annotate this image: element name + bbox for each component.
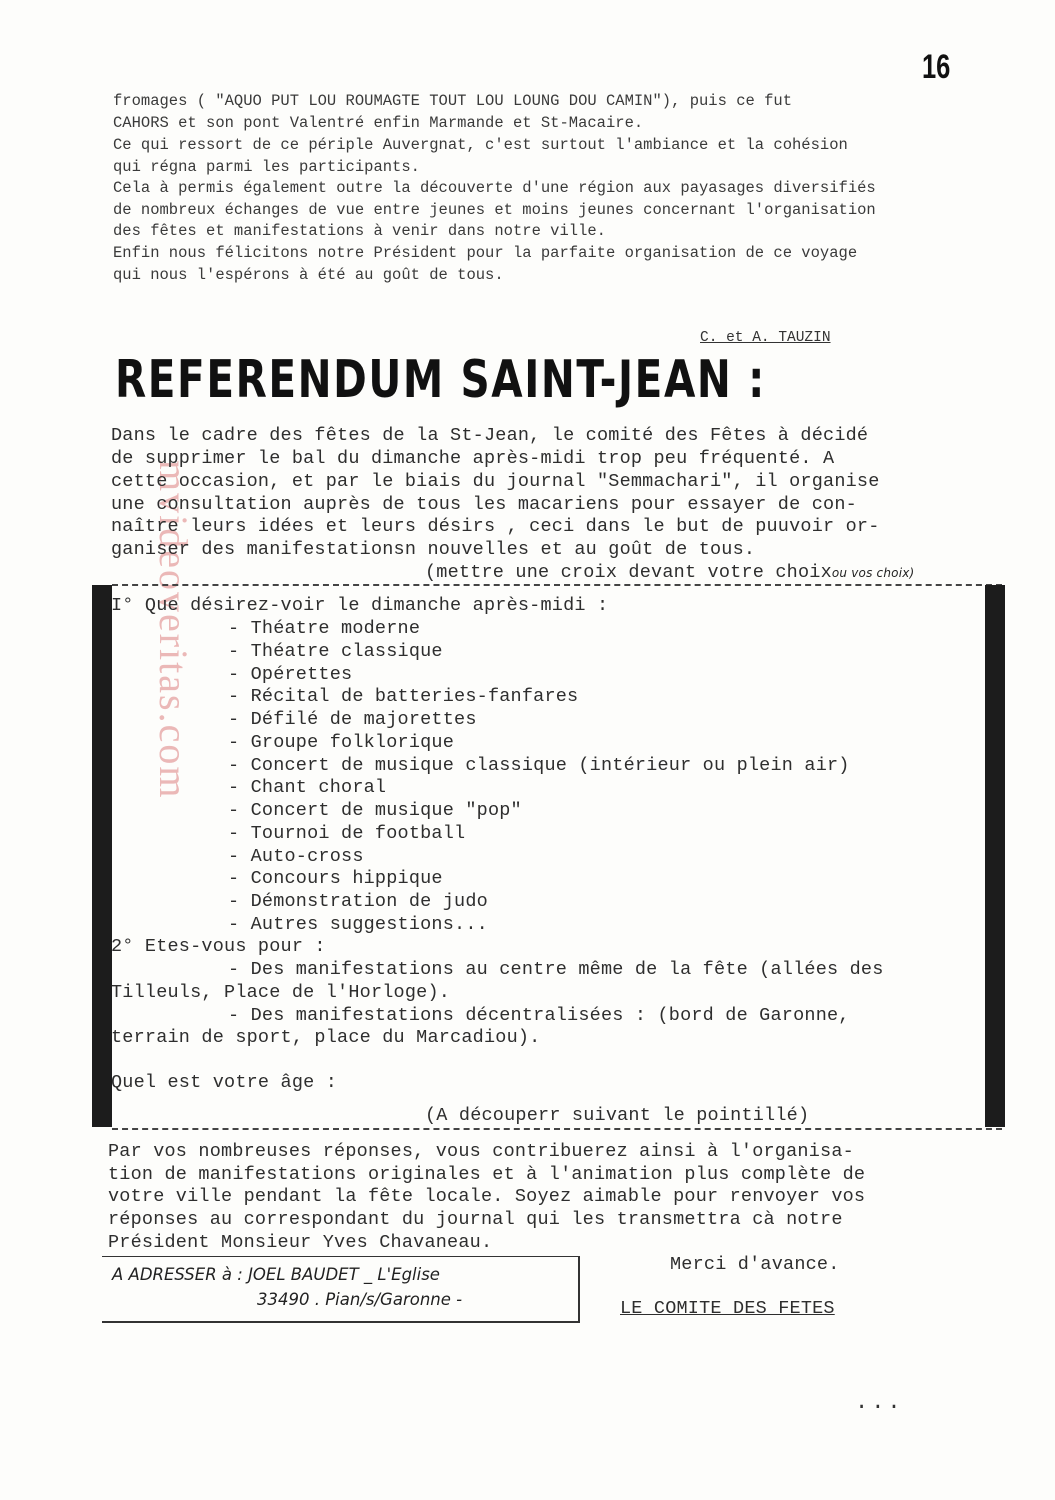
cut-line-top: [112, 584, 1002, 586]
watermark-text: mvideoveritas.com: [151, 460, 196, 800]
committee-signature: LE COMITE DES FETES: [620, 1298, 835, 1319]
q2-line: terrain de sport, place du Marcadiou).: [111, 1027, 541, 1048]
intro-line: de nombreux échanges de vue entre jeunes et moins jeunes concernant l'organisation: [113, 201, 876, 219]
option-item[interactable]: - Groupe folklorique: [228, 732, 455, 753]
signature: C. et A. TAUZIN: [700, 330, 831, 346]
page-title: REFERENDUM SAINT-JEAN :: [115, 350, 766, 410]
closing-line: réponses au correspondant du journal qui les transmettra cà notre: [108, 1209, 843, 1230]
cut-line-bottom: [112, 1128, 1002, 1130]
closing-line: Par vos nombreuses réponses, vous contribuerez ainsi à l'organisa-: [108, 1141, 854, 1162]
closing-line: votre ville pendant la fête locale. Soyez aimable pour renvoyer vos: [108, 1186, 866, 1207]
form-bar-left: [92, 585, 112, 1127]
choice-instruction: [425, 562, 914, 583]
continuation-dots: ...: [855, 1390, 904, 1415]
q2-line[interactable]: - Des manifestations décentralisées : (bord de Garonne,: [228, 1005, 850, 1026]
option-item[interactable]: - Défilé de majorettes: [228, 709, 477, 730]
option-item[interactable]: - Tournoi de football: [228, 823, 466, 844]
option-item[interactable]: - Récital de batteries-fanfares: [228, 686, 579, 707]
question-2: 2° Etes-vous pour :: [111, 936, 326, 957]
cut-note: (A découperr suivant le pointillé): [425, 1105, 810, 1126]
page-number: 16: [922, 48, 951, 86]
option-item[interactable]: - Opérettes: [228, 664, 353, 685]
option-item[interactable]: - Chant choral: [228, 777, 387, 798]
option-item[interactable]: - Concours hippique: [228, 868, 443, 889]
option-item[interactable]: - Théatre moderne: [228, 618, 421, 639]
body-line: une consultation auprès de tous les macariens pour essayer de con-: [111, 494, 857, 515]
intro-line: qui régna parmi les participants.: [113, 158, 420, 176]
option-item[interactable]: - Démonstration de judo: [228, 891, 488, 912]
intro-line: des fêtes et manifestations à venir dans notre ville.: [113, 222, 606, 240]
intro-line: CAHORS et son pont Valentré enfin Marmande et St-Macaire.: [113, 114, 644, 132]
option-item[interactable]: - Autres suggestions...: [228, 914, 488, 935]
thanks-text: Merci d'avance.: [670, 1254, 840, 1275]
body-line: Dans le cadre des fêtes de la St-Jean, le comité des Fêtes à décidé: [111, 425, 869, 446]
body-line: cette occasion, et par le biais du journal "Semmachari", il organise: [111, 471, 880, 492]
address-box: [102, 1256, 580, 1323]
closing-line: Président Monsieur Yves Chavaneau.: [108, 1232, 493, 1253]
body-line: de supprimer le bal du dimanche après-midi trop peu fréquenté. A: [111, 448, 835, 469]
question-1: I° Que désirez-voir le dimanche après-midi :: [111, 595, 609, 616]
intro-line: Cela à permis également outre la découverte d'une région aux payasages diversifiés: [113, 179, 876, 197]
option-item[interactable]: - Concert de musique "pop": [228, 800, 522, 821]
form-bar-right: [985, 585, 1005, 1127]
age-question: Quel est votre âge :: [111, 1072, 338, 1093]
intro-line: fromages ( "AQUO PUT LOU ROUMAGTE TOUT LOU LOUNG DOU CAMIN"), puis ce fut: [113, 92, 793, 110]
address-line: 33490 . Pian/s/Garonne -: [257, 1290, 463, 1309]
choice-note-handwritten: ou vos choix): [831, 566, 915, 580]
body-line: naître leurs idées et leurs désirs , ceci dans le but de puuvoir or-: [111, 516, 880, 537]
choice-note: (mettre une croix devant votre choix: [425, 562, 832, 583]
body-line: ganiser des manifestationsn nouvelles et au goût de tous.: [111, 539, 756, 560]
intro-line: Ce qui ressort de ce périple Auvergnat, c'est surtout l'ambiance et la cohésion: [113, 136, 848, 154]
intro-line: qui nous l'espérons à été au goût de tous.: [113, 266, 504, 284]
q2-line: Tilleuls, Place de l'Horloge).: [111, 982, 451, 1003]
q2-line[interactable]: - Des manifestations au centre même de la fête (allées des: [228, 959, 884, 980]
intro-line: Enfin nous félicitons notre Président pour la parfaite organisation de ce voyage: [113, 244, 858, 262]
option-item[interactable]: - Concert de musique classique (intérieur ou plein air): [228, 755, 850, 776]
address-line: A ADRESSER à : JOEL BAUDET _ L'Eglise: [112, 1265, 440, 1284]
closing-line: tion de manifestations originales et à l'animation plus complète de: [108, 1164, 866, 1185]
option-item[interactable]: - Auto-cross: [228, 846, 364, 867]
option-item[interactable]: - Théatre classique: [228, 641, 443, 662]
